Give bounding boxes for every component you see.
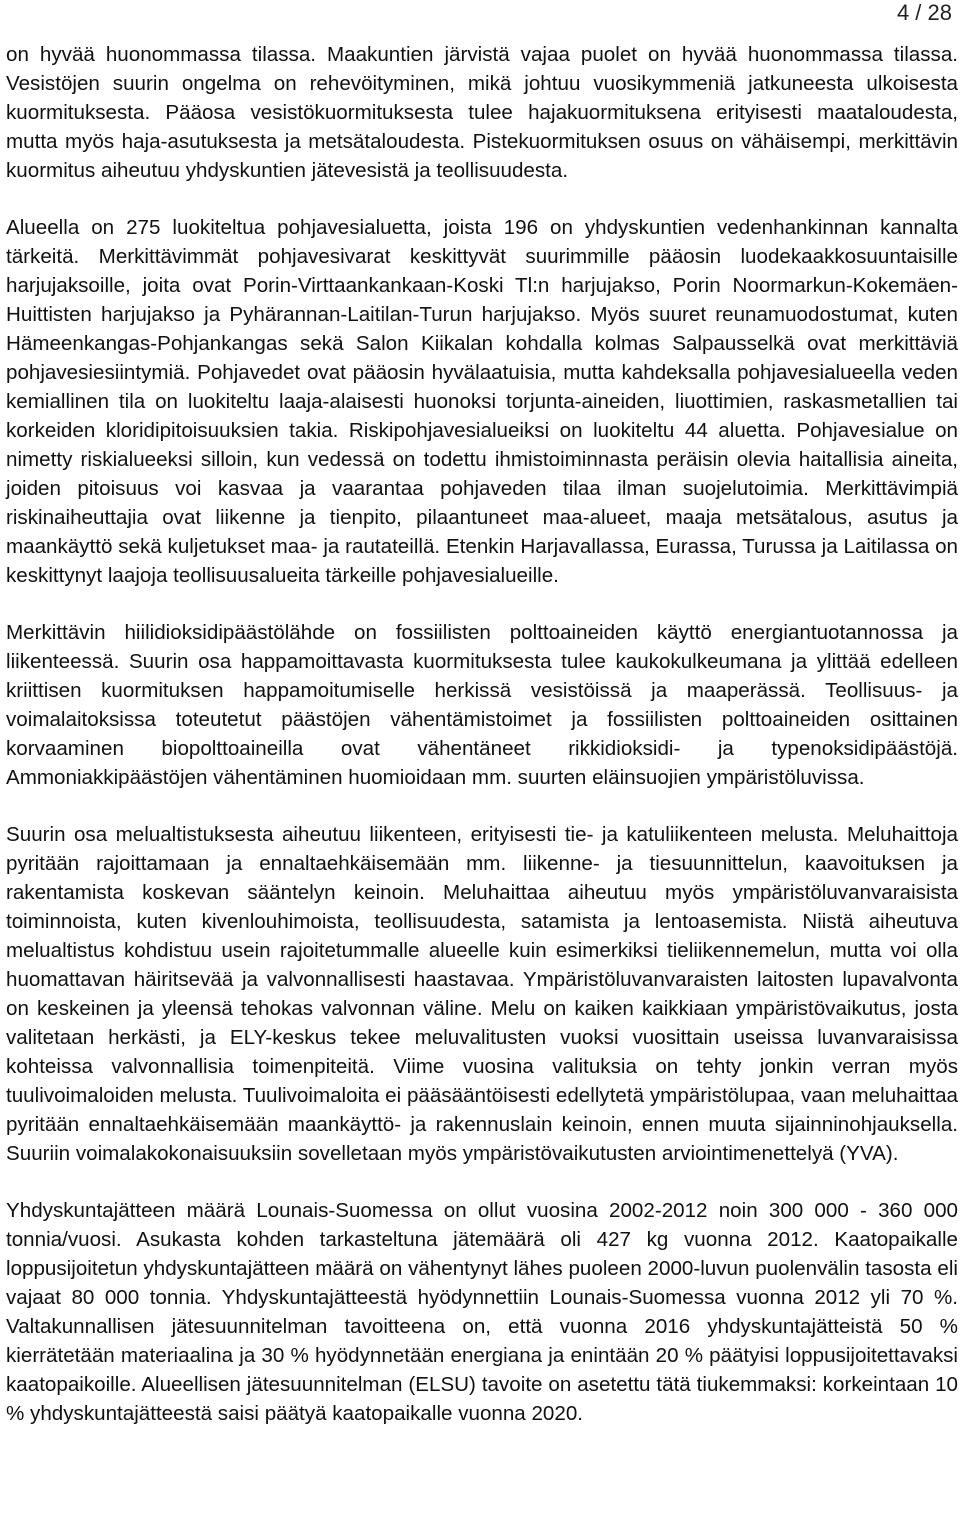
paragraph-waste: Yhdyskuntajätteen määrä Lounais-Suomessa on ollut vuosina 2002-2012 noin 300 000 - 360 000 tonnia/vuosi. Asukasta kohden tarkasteltuna jätemäärä oli 427 kg vuonna 2012. Kaatopaikalle loppusijoitetun yhdyskuntajätteen määrä on vähentynyt lähes puoleen 2000-luvun puolenvälin tasosta eli vajaat 80 000 tonnia. Yhdyskuntajätteestä hyödynnettiin Lounais-Suomessa vuonna 2012 yli 70 %. Valtakunnallisen jätesuunnitelman tavoitteena on, että vuonna 2016 yhdyskuntajätteistä 50 % kierrätetään materiaalina ja 30 % hyödynnetään energiana ja enintään 20 % päätyisi loppusijoitettavaksi kaatopaikoille. Alueellisen jätesuunnitelman (ELSU) tavoite on asetettu tätä tiukemmaksi: korkeintaan 10 % yhdyskuntajätteestä saisi päätyä kaatopaikalle vuonna 2020.	[6, 1199, 958, 1425]
paragraph-noise: Suurin osa melualtistuksesta aiheutuu liikenteen, erityisesti tie- ja katuliikenteen melusta. Meluhaittoja pyritään rajoittamaan ja ennaltaehkäisemään mm. liikenne- ja tiesuunnittelun, kaavoituksen ja rakentamista koskevan sääntelyn keinoin. Meluhaittaa aiheutuu myös ympäristöluvanvaraisista toiminnoista, kuten kivenlouhimoista, teollisuudesta, satamista ja lentoasemista. Niistä aiheutuva melualtistus kohdistuu usein rajoitetummalle alueelle kuin esimerkiksi tieliikennemelun, mutta voi olla huomattavan häiritsevää ja valvonnallisesti haastavaa. Ympäristöluvanvaraisten laitosten lupavalvonta on keskeinen ja yleensä tehokas valvonnan väline. Melu on kaiken kaikkiaan ympäristövaikutus, josta valitetaan herkästi, ja ELY-keskus tekee meluvalitusten vuoksi vuosittain useissa luvanvaraisissa kohteissa valvonnallisia toimenpiteitä. Viime vuosina valituksia on tehty jonkin verran myös tuulivoimaloiden melusta. Tuulivoimaloita ei pääsääntöisesti edellytetä ympäristölupaa, vaan meluhaittaa pyritään ennaltaehkäisemään maankäyttö- ja rakennuslain keinoin, ennen muuta sijainninohjauksella. Suuriin voimalakokonaisuuksiin sovelletaan myös ympäristövaikutusten arviointimenettelyä (YVA).	[6, 823, 958, 1165]
paragraph-air-emissions: Merkittävin hiilidioksidipäästölähde on fossiilisten polttoaineiden käyttö energiantuotannossa ja liikenteessä. Suurin osa happamoittavasta kuormituksesta tulee kaukokulkeumana ja ylittää edelleen kriittisen kuormituksen happamoitumiselle herkissä vesistöissä ja maaperässä. Teollisuus- ja voimalaitoksissa toteutetut päästöjen vähentämistoimet ja fossiilisten polttoaineiden osittainen korvaaminen biopolttoaineilla ovat vähentäneet rikkidioksidi- ja typenoksidipäästöjä. Ammoniakkipäästöjen vähentäminen huomioidaan mm. suurten eläinsuojien ympäristöluvissa.	[6, 621, 958, 789]
paragraph-groundwater: Alueella on 275 luokiteltua pohjavesialuetta, joista 196 on yhdyskuntien vedenhankinnan kannalta tärkeitä. Merkittävimmät pohjavesivarat keskittyvät suurimmille pääosin luodekaakkosuuntaisille harjujaksoille, joita ovat Porin-Virttaankankaan-Koski Tl:n harjujakso, Porin Noormarkun-Kokemäen-Huittisten harjujakso ja Pyhärannan-Laitilan-Turun harjujakso. Myös suuret reunamuodostumat, kuten Hämeenkangas-Pohjankangas sekä Salon Kiikalan kohdalla kolmas Salpausselkä ovat merkittäviä pohjavesiesiintymiä. Pohjavedet ovat pääosin hyvälaatuisia, mutta kahdeksalla pohjavesialueella veden kemiallinen tila on luokiteltu laaja-alaisesti huonoksi torjunta-aineiden, liuottimien, raskasmetallien tai korkeiden kloridipitoisuuksien takia. Riskipohjavesialueiksi on luokiteltu 44 aluetta. Pohjavesialue on nimetty riskialueeksi silloin, kun vedessä on todettu ihmistoiminnasta peräisin olevia haitallisia aineita, joiden pitoisuus voi kasvaa ja vaarantaa pohjaveden tilaa ilman suojelutoimia. Merkittävimpiä riskinaiheuttajia ovat liikenne ja tienpito, pilaantuneet maa-alueet, maaja metsätalous, asutus ja maankäyttö sekä kuljetukset maa- ja rautateillä. Etenkin Harjavallassa, Eurassa, Turussa ja Laitilassa on keskittynyt laajoja teollisuusalueita tärkeille pohjavesialueille.	[6, 216, 958, 587]
document-body	[6, 40, 958, 1428]
page-number: 4 / 28	[896, 0, 952, 25]
paragraph-water-quality: on hyvää huonommassa tilassa. Maakuntien järvistä vajaa puolet on hyvää huonommassa tilassa. Vesistöjen suurin ongelma on rehevöityminen, mikä johtuu vuosikymmeniä jatkuneesta ulkoisesta kuormituksesta. Pääosa vesistökuormituksesta tulee hajakuormituksena erityisesti maataloudesta, mutta myös haja-asutuksesta ja metsätaloudesta. Pistekuormituksen osuus on vähäisempi, merkittävin kuormitus aiheutuu yhdyskuntien jätevesistä ja teollisuudesta.	[6, 43, 958, 182]
